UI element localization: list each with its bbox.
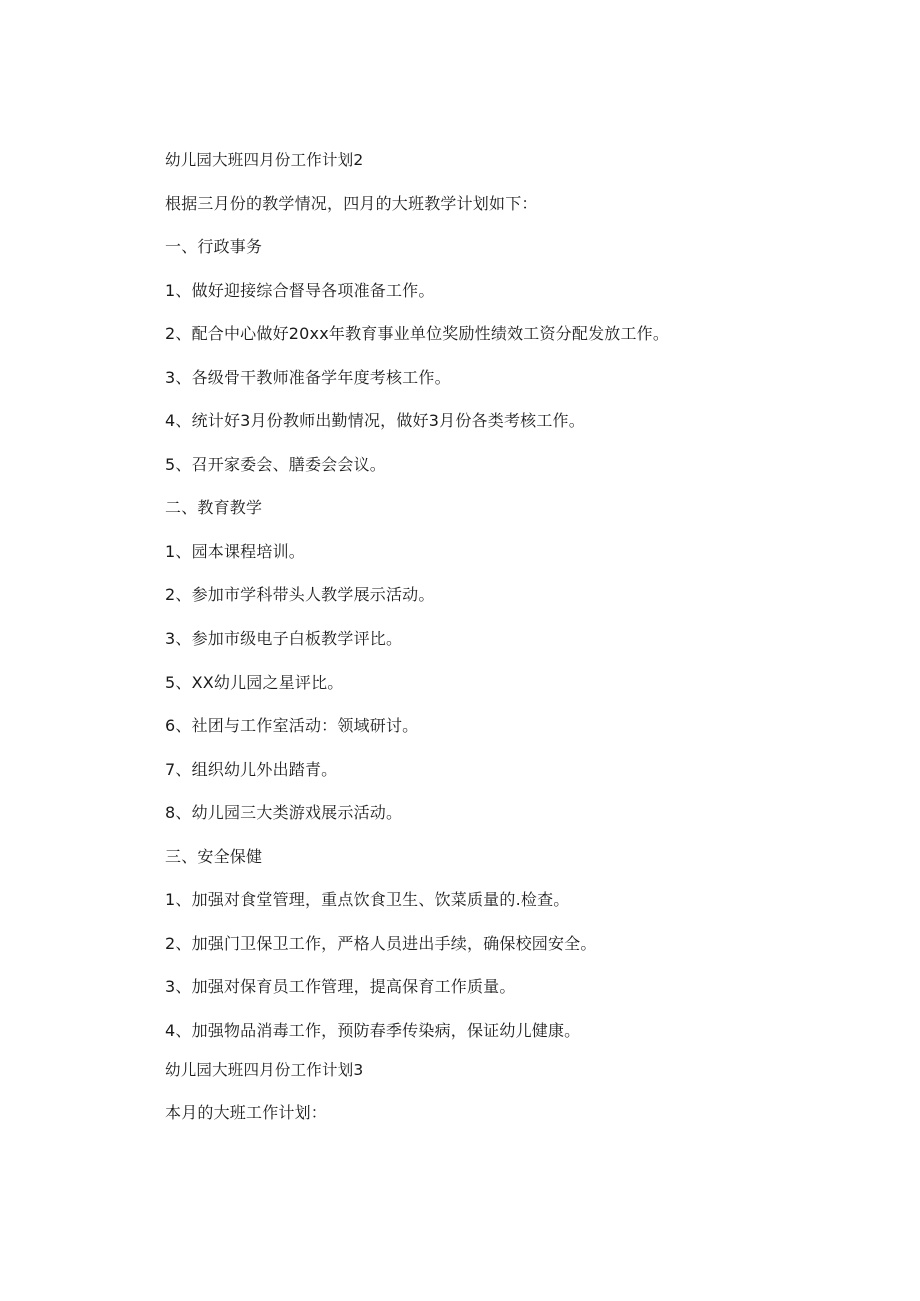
plan3-title: 幼儿园大班四月份工作计划3 bbox=[165, 1061, 364, 1079]
list-item: 8、幼儿园三大类游戏展示活动。 bbox=[165, 803, 403, 822]
list-item: 1、做好迎接综合督导各项准备工作。 bbox=[165, 281, 435, 300]
list-item: 4、统计好3月份教师出勤情况，做好3月份各类考核工作。 bbox=[165, 411, 585, 430]
list-item: 4、加强物品消毒工作，预防春季传染病，保证幼儿健康。 bbox=[165, 1021, 581, 1040]
list-item: 2、配合中心做好20xx年教育事业单位奖励性绩效工资分配发放工作。 bbox=[165, 324, 670, 343]
intro-paragraph: 根据三月份的教学情况，四月的大班教学计划如下： bbox=[165, 194, 538, 213]
list-item: 3、参加市级电子白板教学评比。 bbox=[165, 629, 403, 648]
list-item: 1、加强对食堂管理，重点饮食卫生、饮菜质量的.检查。 bbox=[165, 890, 570, 909]
list-item: 2、加强门卫保卫工作，严格人员进出手续，确保校园安全。 bbox=[165, 934, 597, 953]
section2-heading: 二、教育教学 bbox=[165, 498, 263, 517]
list-item: 5、XX幼儿园之星评比。 bbox=[165, 673, 344, 692]
list-item: 3、各级骨干教师准备学年度考核工作。 bbox=[165, 368, 451, 387]
section3-heading: 三、安全保健 bbox=[165, 847, 263, 866]
section1-heading: 一、行政事务 bbox=[165, 237, 263, 256]
plan2-title: 幼儿园大班四月份工作计划2 bbox=[165, 151, 364, 169]
list-item: 7、组织幼儿外出踏青。 bbox=[165, 760, 338, 779]
plan3-intro: 本月的大班工作计划： bbox=[165, 1103, 328, 1122]
list-item: 6、社团与工作室活动：领域研讨。 bbox=[165, 716, 419, 735]
list-item: 2、参加市学科带头人教学展示活动。 bbox=[165, 585, 435, 604]
list-item: 1、园本课程培训。 bbox=[165, 542, 305, 561]
list-item: 5、召开家委会、膳委会会议。 bbox=[165, 455, 386, 474]
list-item: 3、加强对保育员工作管理，提高保育工作质量。 bbox=[165, 977, 516, 996]
